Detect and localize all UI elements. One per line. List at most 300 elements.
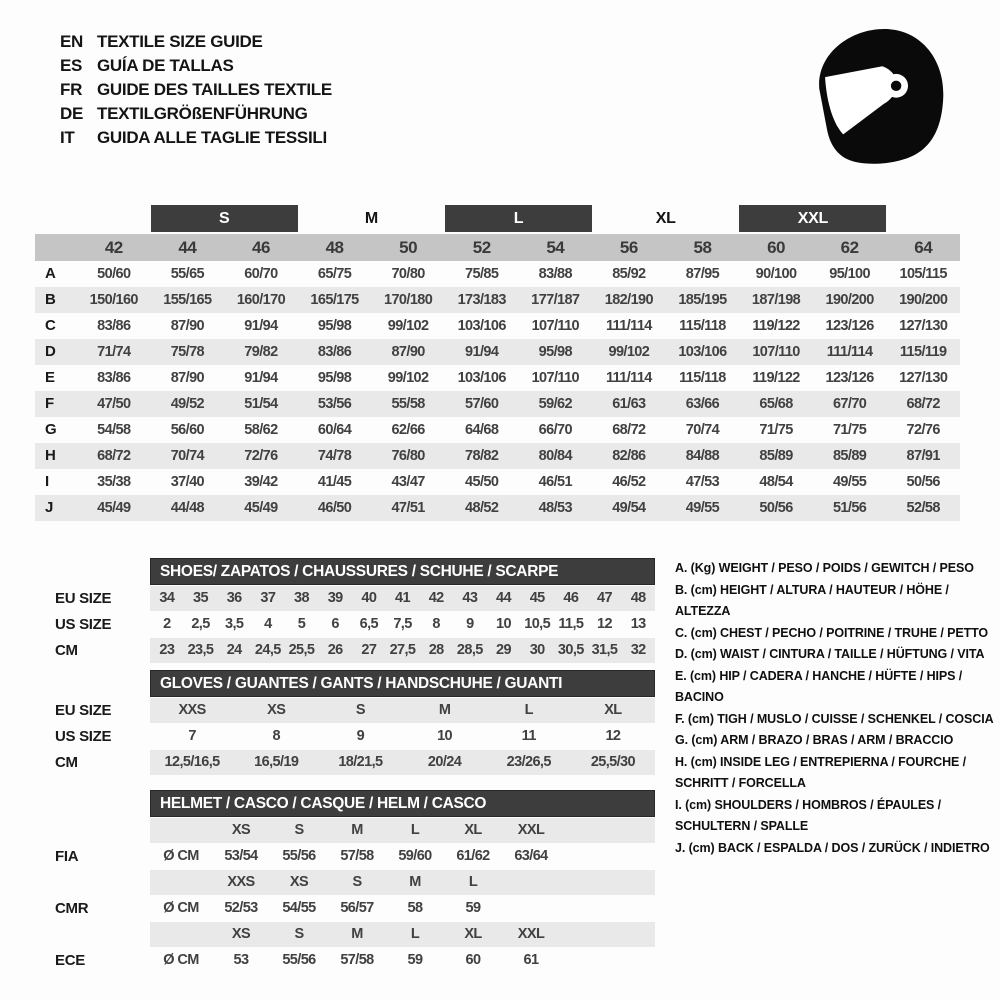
legend-item: F. (cm) TIGH / MUSLO / CUISSE / SCHENKEL / COSCIA bbox=[675, 711, 994, 726]
measurement-cell: 119/122 bbox=[752, 370, 800, 386]
measurement-cell: 65/75 bbox=[317, 266, 352, 282]
size-row bbox=[55, 724, 655, 749]
language-row bbox=[60, 126, 332, 150]
size-row-cells bbox=[150, 638, 655, 663]
measurement-cell: 53/56 bbox=[317, 396, 352, 412]
size-label: 42 bbox=[104, 238, 123, 257]
measurement-cell: 71/75 bbox=[832, 422, 867, 438]
measurement-cell: 72/76 bbox=[244, 448, 278, 464]
size-cell: 20/24 bbox=[427, 754, 462, 770]
helmet-size-cell: 57/58 bbox=[340, 848, 374, 864]
standard-label: FIA bbox=[55, 848, 79, 865]
legend-item: E. (cm) HIP / CADERA / HANCHE / HÜFTE / HIPS / BACINO bbox=[675, 668, 963, 704]
measurement-cell: 61/63 bbox=[612, 396, 646, 412]
size-cell: 42 bbox=[428, 590, 444, 606]
measurement-legend bbox=[675, 558, 995, 859]
measurement-cell: 83/86 bbox=[317, 344, 352, 360]
measurement-cell: 87/95 bbox=[685, 266, 720, 282]
size-cell: 28 bbox=[428, 642, 444, 658]
measurement-cell: 75/85 bbox=[465, 266, 499, 282]
measurement-cell: 165/175 bbox=[310, 292, 359, 308]
size-cell: 12 bbox=[605, 728, 621, 744]
size-label: 56 bbox=[619, 238, 638, 257]
measurement-cell: 91/94 bbox=[244, 370, 278, 386]
language-row bbox=[60, 54, 332, 78]
size-group-m: M bbox=[364, 209, 378, 227]
helmet-size-label: XS bbox=[231, 822, 251, 838]
standard-label: ECE bbox=[55, 952, 85, 969]
measurement-cell: 185/195 bbox=[678, 292, 727, 308]
size-label: 64 bbox=[914, 238, 933, 257]
measurement-cell: 111/114 bbox=[605, 318, 652, 334]
measurement-cell: 47/53 bbox=[685, 474, 720, 490]
size-label: 50 bbox=[399, 238, 418, 257]
row-letter: D bbox=[45, 343, 56, 360]
measurement-cell: 85/92 bbox=[612, 266, 646, 282]
size-cell: 39 bbox=[327, 590, 343, 606]
helmet-size-label: XS bbox=[231, 926, 251, 942]
measurement-cell: 87/90 bbox=[170, 370, 205, 386]
measurement-cell: 95/98 bbox=[538, 344, 572, 360]
measurement-row-g bbox=[35, 417, 960, 443]
measurement-row-h bbox=[35, 443, 960, 469]
legend-item: A. (Kg) WEIGHT / PESO / POIDS / GEWITCH / PESO bbox=[675, 561, 974, 575]
racing-helmet-icon bbox=[798, 22, 958, 167]
helmet-size-label: XL bbox=[464, 926, 482, 942]
size-group-s: S bbox=[151, 205, 298, 232]
helmet-size-label: S bbox=[294, 822, 304, 838]
measurement-cell: 62/66 bbox=[391, 422, 425, 438]
helmet-size-label bbox=[502, 870, 560, 895]
textile-size-table bbox=[35, 205, 960, 521]
size-cell: 27,5 bbox=[389, 642, 416, 658]
measurement-cell: 127/130 bbox=[899, 370, 948, 386]
size-cell: 24 bbox=[226, 642, 242, 658]
measurement-cell: 68/72 bbox=[906, 396, 940, 412]
measurement-cell: 49/55 bbox=[685, 500, 720, 516]
measurement-cell: 79/82 bbox=[244, 344, 278, 360]
measurement-cell: 85/89 bbox=[759, 448, 793, 464]
helmet-size-label: L bbox=[410, 926, 420, 942]
size-cell: 7 bbox=[188, 728, 196, 744]
measurement-cell: 52/58 bbox=[906, 500, 940, 516]
measurement-row-j bbox=[35, 495, 960, 521]
size-cell: 37 bbox=[260, 590, 276, 606]
measurement-cell: 72/76 bbox=[906, 422, 940, 438]
helmet-value-cells bbox=[150, 948, 655, 973]
measurement-cell: 59/62 bbox=[538, 396, 572, 412]
measurement-cell: 46/52 bbox=[612, 474, 646, 490]
measurement-cell: 71/75 bbox=[759, 422, 793, 438]
measurement-cell: 68/72 bbox=[612, 422, 646, 438]
size-row-label: EU SIZE bbox=[55, 702, 112, 719]
helmet-size-header-row bbox=[55, 818, 655, 843]
measurement-cell: 76/80 bbox=[391, 448, 425, 464]
measurement-cell: 85/89 bbox=[832, 448, 867, 464]
helmet-size-label: S bbox=[352, 874, 362, 890]
measurement-cell: 87/90 bbox=[170, 318, 205, 334]
section-title-bar: GLOVES / GUANTES / GANTS / HANDSCHUHE / GUANTI bbox=[150, 670, 655, 697]
language-title: TEXTILGRÖßENFÜHRUNG bbox=[97, 104, 308, 123]
measurement-cell: 115/118 bbox=[679, 318, 726, 334]
measurement-cell: 60/64 bbox=[317, 422, 352, 438]
size-cell: 30,5 bbox=[557, 642, 584, 658]
diameter-unit-label: Ø CM bbox=[163, 900, 199, 916]
measurement-cell: 50/56 bbox=[906, 474, 940, 490]
helmet-size-cell: 59/60 bbox=[398, 848, 432, 864]
language-title: GUIDA ALLE TAGLIE TESSILI bbox=[97, 128, 327, 147]
helmet-size-label: XL bbox=[464, 822, 482, 838]
measurement-cell: 190/200 bbox=[825, 292, 874, 308]
measurement-cell: 74/78 bbox=[317, 448, 352, 464]
size-cell: 18/21,5 bbox=[338, 754, 383, 770]
helmet-size-header-cells bbox=[150, 870, 655, 895]
row-letter: E bbox=[45, 369, 56, 386]
legend-item: B. (cm) HEIGHT / ALTURA / HAUTEUR / HÖHE / ALTEZZA bbox=[675, 582, 949, 618]
measurement-cell: 99/102 bbox=[608, 344, 650, 360]
measurement-cell: 57/60 bbox=[465, 396, 499, 412]
legend-item: C. (cm) CHEST / PECHO / POITRINE / TRUHE / PETTO bbox=[675, 625, 989, 640]
size-cell: 11 bbox=[521, 728, 536, 744]
language-title: GUÍA DE TALLAS bbox=[97, 56, 234, 75]
size-cell: 40 bbox=[361, 590, 377, 606]
measurement-cell: 87/90 bbox=[391, 344, 425, 360]
size-cell: 48 bbox=[630, 590, 646, 606]
measurement-cell: 78/82 bbox=[465, 448, 499, 464]
measurement-cell: 177/187 bbox=[531, 292, 580, 308]
size-cell: 29 bbox=[496, 642, 511, 658]
measurement-cell: 48/52 bbox=[465, 500, 499, 516]
size-cell: 46 bbox=[563, 590, 579, 606]
measurement-cell: 54/58 bbox=[97, 422, 131, 438]
measurement-cell: 48/54 bbox=[759, 474, 793, 490]
measurement-cell: 115/118 bbox=[679, 370, 726, 386]
helmet-value-cells bbox=[150, 896, 655, 921]
size-band-spacer bbox=[35, 234, 77, 261]
size-cell: 32 bbox=[630, 642, 646, 658]
measurement-cell: 107/110 bbox=[752, 344, 800, 360]
language-row bbox=[60, 78, 332, 102]
size-cell: 10 bbox=[496, 616, 511, 632]
size-cell: XS bbox=[267, 702, 286, 718]
size-cell: 10,5 bbox=[524, 616, 551, 632]
size-label: 60 bbox=[767, 238, 785, 257]
size-cell: 5 bbox=[297, 616, 306, 632]
size-cell: 6,5 bbox=[359, 616, 378, 632]
size-row-label bbox=[55, 870, 150, 895]
measurement-cell: 37/40 bbox=[170, 474, 205, 490]
size-row bbox=[55, 612, 655, 637]
measurement-cell: 50/56 bbox=[759, 500, 793, 516]
row-letter: C bbox=[45, 317, 56, 334]
measurement-cell: 39/42 bbox=[244, 474, 278, 490]
size-cell: 25,5 bbox=[288, 642, 315, 658]
measurement-cell: 63/66 bbox=[685, 396, 720, 412]
measurement-cell: 41/45 bbox=[317, 474, 352, 490]
measurement-cell: 155/165 bbox=[163, 292, 212, 308]
helmet-size-table bbox=[55, 790, 655, 973]
size-row bbox=[55, 586, 655, 611]
measurement-cell: 68/72 bbox=[97, 448, 131, 464]
measurement-cell: 103/106 bbox=[457, 370, 506, 386]
measurement-cell: 83/86 bbox=[97, 318, 131, 334]
size-cell: 26 bbox=[327, 642, 343, 658]
size-row-label: US SIZE bbox=[55, 728, 112, 745]
shoes-size-table bbox=[55, 558, 655, 663]
size-cell: 24,5 bbox=[254, 642, 281, 658]
measurement-cell: 170/180 bbox=[384, 292, 433, 308]
size-cell: 35 bbox=[193, 590, 208, 606]
helmet-size-header-row bbox=[55, 870, 655, 895]
size-cell: 25,5/30 bbox=[590, 754, 635, 770]
size-label: 44 bbox=[178, 238, 197, 257]
measurement-cell: 56/60 bbox=[170, 422, 205, 438]
measurement-cell: 66/70 bbox=[538, 422, 572, 438]
measurement-cell: 51/54 bbox=[244, 396, 278, 412]
size-row-cells bbox=[150, 750, 655, 775]
measurement-cell: 123/126 bbox=[825, 370, 874, 386]
unit-spacer bbox=[150, 818, 212, 843]
helmet-size-label: XXS bbox=[227, 874, 255, 890]
measurement-cell: 190/200 bbox=[899, 292, 948, 308]
measurement-cell: 111/114 bbox=[605, 370, 652, 386]
measurement-cell: 49/55 bbox=[832, 474, 867, 490]
standard-label: CMR bbox=[55, 900, 89, 917]
section-title-bar: HELMET / CASCO / CASQUE / HELM / CASCO bbox=[150, 790, 655, 817]
row-letter: I bbox=[45, 473, 50, 490]
measurement-cell: 46/50 bbox=[317, 500, 352, 516]
size-cell: 45 bbox=[529, 590, 545, 606]
measurement-cell: 95/98 bbox=[317, 370, 352, 386]
size-cell: 12 bbox=[597, 616, 612, 632]
helmet-size-cell: 61 bbox=[523, 952, 539, 968]
row-letter: G bbox=[45, 421, 57, 438]
row-letter: J bbox=[45, 499, 54, 516]
size-row-label: US SIZE bbox=[55, 616, 112, 633]
measurement-cell: 44/48 bbox=[170, 500, 205, 516]
helmet-size-cell: 59 bbox=[407, 952, 423, 968]
size-label: 48 bbox=[325, 238, 344, 257]
size-cell: 36 bbox=[226, 590, 242, 606]
helmet-size-header-cells bbox=[150, 922, 655, 947]
measurement-cell: 80/84 bbox=[538, 448, 572, 464]
measurement-cell: 70/80 bbox=[391, 266, 425, 282]
measurement-cell: 84/88 bbox=[685, 448, 720, 464]
helmet-size-label: XXL bbox=[517, 822, 545, 838]
measurement-cell: 107/110 bbox=[531, 370, 579, 386]
measurement-cell: 119/122 bbox=[752, 318, 800, 334]
helmet-size-cell: 58 bbox=[407, 900, 423, 916]
size-cell: 23/26,5 bbox=[506, 754, 551, 770]
size-row bbox=[55, 638, 655, 663]
helmet-size-header-cells bbox=[150, 818, 655, 843]
size-group-header-row bbox=[35, 205, 960, 232]
measurement-cell: 150/160 bbox=[89, 292, 138, 308]
measurement-row-i bbox=[35, 469, 960, 495]
helmet-size-cell: 60 bbox=[465, 952, 481, 968]
helmet-value-row bbox=[55, 948, 655, 973]
size-row-cells bbox=[150, 586, 655, 611]
size-cell: 7,5 bbox=[393, 616, 412, 632]
size-cell: L bbox=[524, 702, 533, 718]
size-group-xl: XL bbox=[655, 209, 676, 227]
language-code: EN bbox=[60, 32, 84, 51]
size-row-cells bbox=[150, 612, 655, 637]
measurement-cell: 48/53 bbox=[538, 500, 572, 516]
helmet-size-label: L bbox=[410, 822, 420, 838]
language-code: ES bbox=[60, 56, 83, 75]
measurement-cell: 173/183 bbox=[457, 292, 506, 308]
measurement-cell: 160/170 bbox=[236, 292, 286, 308]
size-row bbox=[55, 698, 655, 723]
measurement-row-d bbox=[35, 339, 960, 365]
measurement-cell: 103/106 bbox=[678, 344, 727, 360]
measurement-row-a bbox=[35, 261, 960, 287]
helmet-size-cell: 55/56 bbox=[282, 848, 316, 864]
size-cell: 2 bbox=[163, 616, 171, 632]
helmet-size-label: XXL bbox=[517, 926, 545, 942]
helmet-size-label: M bbox=[351, 822, 363, 838]
measurement-cell: 35/38 bbox=[97, 474, 131, 490]
measurement-cell: 99/102 bbox=[387, 370, 429, 386]
helmet-size-cell: 59 bbox=[465, 900, 481, 916]
size-cell: 8 bbox=[432, 616, 440, 632]
measurement-cell: 83/86 bbox=[97, 370, 131, 386]
helmet-size-label: M bbox=[409, 874, 421, 890]
size-cell: 27 bbox=[361, 642, 377, 658]
measurement-row-b bbox=[35, 287, 960, 313]
size-cell: 44 bbox=[496, 590, 511, 606]
measurement-cell: 67/70 bbox=[832, 396, 867, 412]
size-cell: 23 bbox=[159, 642, 175, 658]
helmet-size-cell: 63/64 bbox=[514, 848, 548, 864]
helmet-size-cell: 61/62 bbox=[456, 848, 490, 864]
helmet-size-cell: 54/55 bbox=[282, 900, 316, 916]
measurement-cell: 123/126 bbox=[825, 318, 874, 334]
measurement-cell: 60/70 bbox=[244, 266, 278, 282]
size-cell: 43 bbox=[462, 590, 478, 606]
measurement-cell: 105/115 bbox=[899, 266, 947, 282]
helmet-size-cell bbox=[502, 896, 560, 921]
size-cell: 12,5/16,5 bbox=[164, 754, 220, 770]
legend-item: J. (cm) BACK / ESPALDA / DOS / ZURÜCK / INDIETRO bbox=[675, 840, 990, 855]
size-cell: S bbox=[355, 702, 365, 718]
size-row-label bbox=[55, 922, 150, 947]
row-letter: A bbox=[45, 265, 56, 282]
size-cell: 34 bbox=[159, 590, 175, 606]
measurement-cell: 127/130 bbox=[899, 318, 948, 334]
size-cell: M bbox=[438, 702, 451, 718]
measurement-cell: 90/100 bbox=[755, 266, 797, 282]
size-group-l: L bbox=[445, 205, 592, 232]
measurement-cell: 49/52 bbox=[170, 396, 205, 412]
language-code: DE bbox=[60, 104, 84, 123]
measurement-row-f bbox=[35, 391, 960, 417]
measurement-cell: 47/50 bbox=[97, 396, 131, 412]
size-label: 62 bbox=[840, 238, 859, 257]
size-cell: 6 bbox=[331, 616, 339, 632]
gloves-size-table bbox=[55, 670, 655, 775]
measurement-cell: 50/60 bbox=[97, 266, 131, 282]
measurement-cell: 87/91 bbox=[906, 448, 940, 464]
size-cell: 10 bbox=[437, 728, 453, 744]
measurement-cell: 45/50 bbox=[465, 474, 499, 490]
language-code: FR bbox=[60, 80, 83, 99]
helmet-value-row bbox=[55, 896, 655, 921]
measurement-cell: 64/68 bbox=[465, 422, 499, 438]
size-cell: 11,5 bbox=[558, 616, 584, 632]
measurement-cell: 45/49 bbox=[244, 500, 278, 516]
row-letter: B bbox=[45, 291, 56, 308]
size-cell: 13 bbox=[630, 616, 646, 632]
legend-item: H. (cm) INSIDE LEG / ENTREPIERNA / FOURCHE / SCHRITT / FORCELLA bbox=[675, 754, 966, 790]
measurement-cell: 75/78 bbox=[170, 344, 205, 360]
size-label: 54 bbox=[546, 238, 565, 257]
size-label: 58 bbox=[693, 238, 712, 257]
helmet-size-label: XS bbox=[289, 874, 309, 890]
measurement-cell: 55/65 bbox=[170, 266, 205, 282]
size-cell: 9 bbox=[466, 616, 474, 632]
size-label: 46 bbox=[251, 238, 270, 257]
measurement-cell: 115/119 bbox=[899, 344, 947, 360]
size-cell: 28,5 bbox=[456, 642, 483, 658]
legend-item: D. (cm) WAIST / CINTURA / TAILLE / HÜFTUNG / VITA bbox=[675, 647, 985, 661]
size-cell: 41 bbox=[395, 590, 410, 606]
measurement-cell: 95/100 bbox=[829, 266, 870, 282]
measurement-cell: 187/198 bbox=[751, 292, 801, 308]
measurement-cell: 45/49 bbox=[97, 500, 131, 516]
helmet-value-cells bbox=[150, 844, 655, 869]
helmet-size-label: M bbox=[351, 926, 363, 942]
size-row-cells bbox=[150, 724, 655, 749]
size-cell: 23,5 bbox=[187, 642, 214, 658]
measurement-cell: 82/86 bbox=[612, 448, 646, 464]
legend-item: I. (cm) SHOULDERS / HOMBROS / ÉPAULES / SCHULTERN / SPALLE bbox=[675, 797, 942, 833]
measurement-cell: 49/54 bbox=[612, 500, 646, 516]
measurement-cell: 91/94 bbox=[465, 344, 499, 360]
unit-spacer bbox=[150, 870, 212, 895]
language-title: TEXTILE SIZE GUIDE bbox=[97, 32, 263, 51]
helmet-size-cell: 56/57 bbox=[340, 900, 374, 916]
language-title-block bbox=[60, 30, 332, 150]
helmet-size-label: L bbox=[468, 874, 478, 890]
helmet-size-cell: 53/54 bbox=[224, 848, 258, 864]
measurement-cell: 71/74 bbox=[97, 344, 131, 360]
measurement-cell: 46/51 bbox=[538, 474, 572, 490]
measurement-cell: 91/94 bbox=[244, 318, 278, 334]
size-cell: 8 bbox=[272, 728, 280, 744]
measurement-cell: 58/62 bbox=[244, 422, 278, 438]
size-cell: 47 bbox=[597, 590, 612, 606]
section-title-bar: SHOES/ ZAPATOS / CHAUSSURES / SCHUHE / SCARPE bbox=[150, 558, 655, 585]
size-row-label: CM bbox=[55, 642, 78, 659]
measurement-cell: 99/102 bbox=[387, 318, 429, 334]
size-row-label bbox=[55, 818, 150, 843]
size-cell: 3,5 bbox=[224, 616, 244, 632]
measurement-cell: 103/106 bbox=[457, 318, 506, 334]
language-title: GUIDE DES TAILLES TEXTILE bbox=[97, 80, 332, 99]
size-row bbox=[55, 750, 655, 775]
size-row-label: EU SIZE bbox=[55, 590, 112, 607]
helmet-size-header-row bbox=[55, 922, 655, 947]
helmet-size-cell: 53 bbox=[233, 952, 249, 968]
size-cell: 16,5/19 bbox=[254, 754, 299, 770]
size-label: 52 bbox=[472, 238, 491, 257]
helmet-size-label: S bbox=[294, 926, 304, 942]
measurement-cell: 107/110 bbox=[531, 318, 579, 334]
size-cell: 31,5 bbox=[591, 642, 618, 658]
helmet-size-cell: 57/58 bbox=[340, 952, 374, 968]
